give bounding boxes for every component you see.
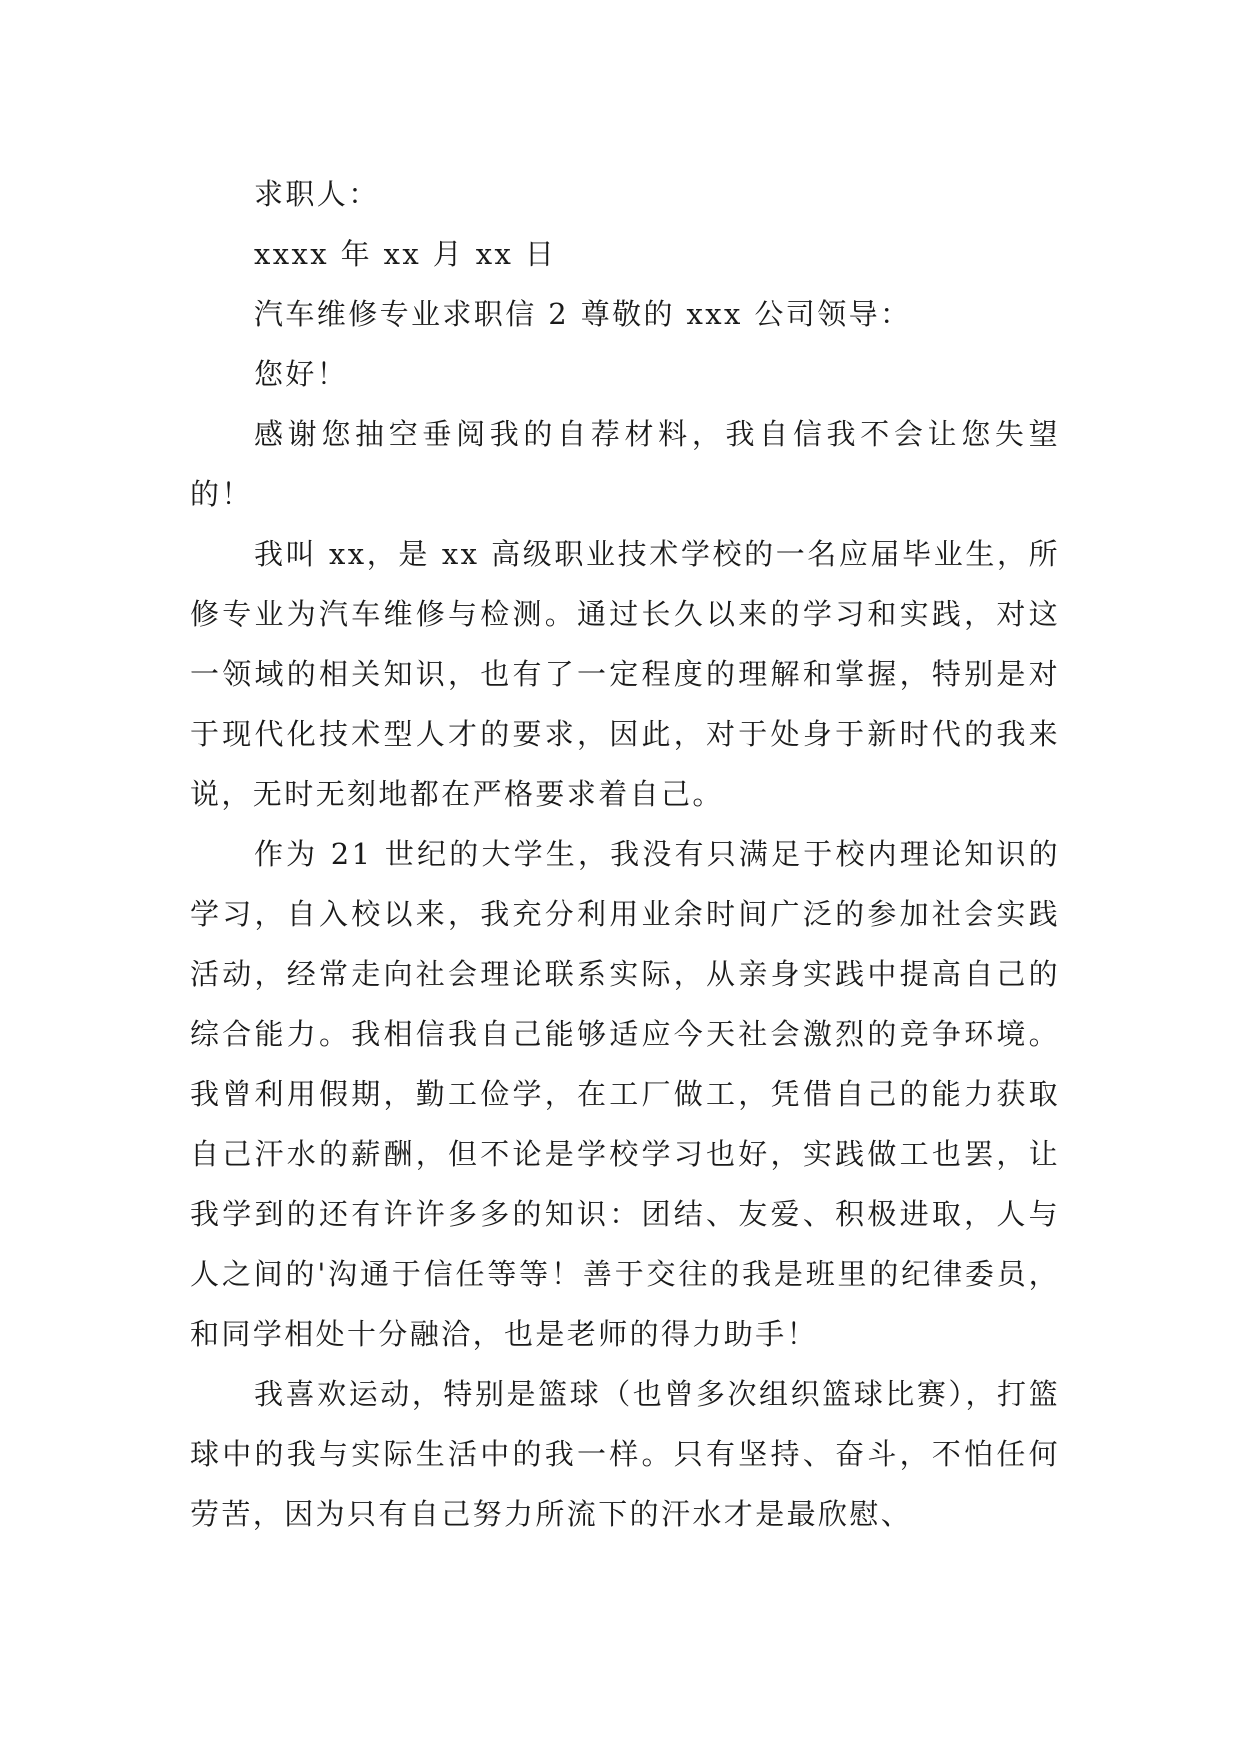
date-line: xxxx 年 xx 月 xx 日 bbox=[254, 237, 557, 271]
greeting: 您好！ bbox=[254, 357, 349, 391]
paragraph-thanks: 感谢您抽空垂阅我的自荐材料，我自信我不会让您失望的！ bbox=[190, 417, 1060, 511]
applicant-line: 求职人： bbox=[254, 177, 380, 211]
paragraph-practice: 作为 21 世纪的大学生，我没有只满足于校内理论知识的学习，自入校以来，我充分利用业余时间广泛的参加社会实践活动，经常走向社会理论联系实际，从亲身实践中提高自己的综合能力。我相信我自己能够适应今天社会激烈的竞争环境。我曾利用假期，勤工俭学，在工厂做工，凭借自己的能力获取自己汗水的薪酬，但不论是学校学习也好，实践做工也罢，让我学到的还有许许多多的知识：团结、友爱、积极进取，人与人之间的'沟通于信任等等！善于交往的我是班里的纪律委员，和同学相处十分融洽，也是老师的得力助手！ bbox=[190, 837, 1060, 1351]
letter-body bbox=[190, 164, 1060, 1544]
paragraph-hobbies: 我喜欢运动，特别是篮球（也曾多次组织篮球比赛），打篮球中的我与实际生活中的我一样。只有坚持、奋斗，不怕任何劳苦，因为只有自己努力所流下的汗水才是最欣慰、 bbox=[190, 1377, 1060, 1531]
letter-title-salutation: 汽车维修专业求职信 2 尊敬的 xxx 公司领导： bbox=[254, 297, 912, 331]
paragraph-introduction: 我叫 xx，是 xx 高级职业技术学校的一名应届毕业生，所修专业为汽车维修与检测。通过长久以来的学习和实践，对这一领域的相关知识，也有了一定程度的理解和掌握，特别是对于现代化技术型人才的要求，因此，对于处身于新时代的我来说，无时无刻地都在严格要求着自己。 bbox=[190, 537, 1060, 811]
